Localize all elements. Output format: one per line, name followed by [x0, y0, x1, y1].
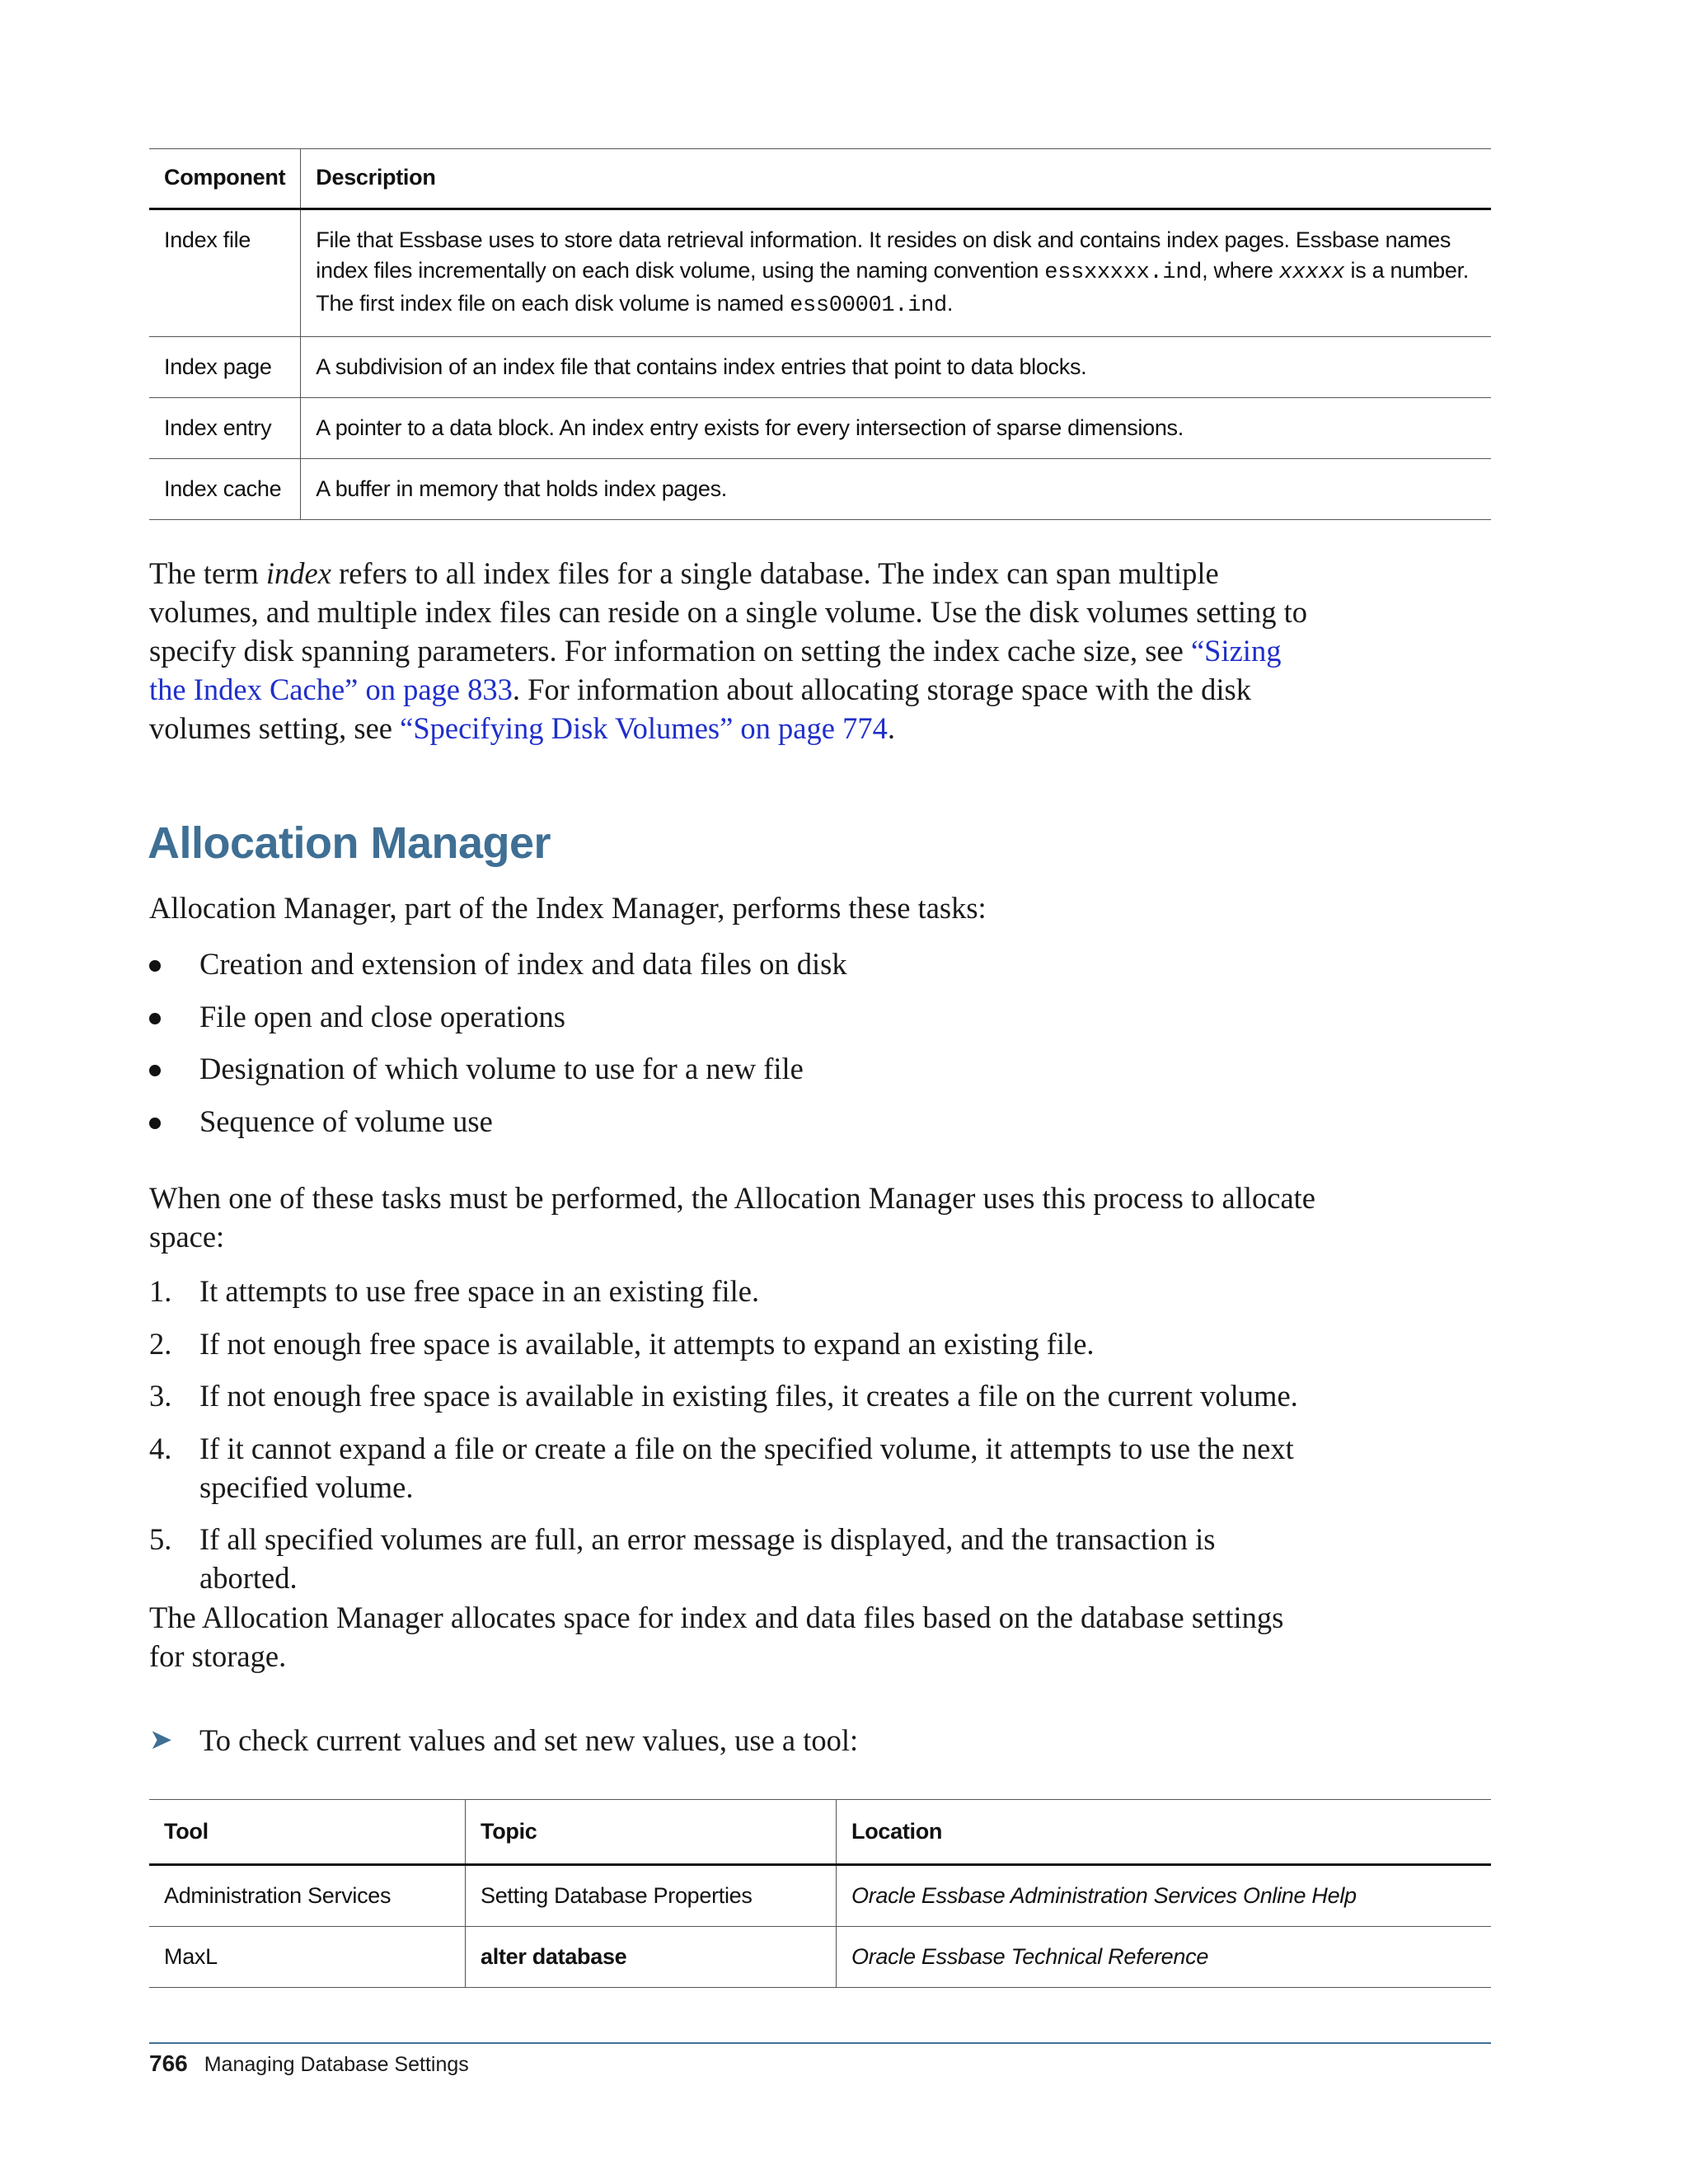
- page-number: 766: [149, 2050, 188, 2076]
- list-item: Designation of which volume to use for a new file: [149, 1049, 1320, 1088]
- tool-cell: Administration Services: [149, 1865, 466, 1927]
- page-footer: [149, 2050, 469, 2077]
- table-row: [149, 1927, 1491, 1988]
- table-row: [149, 337, 1491, 398]
- topic-cell: Setting Database Properties: [466, 1865, 837, 1927]
- location-cell: Oracle Essbase Administration Services Online Help: [851, 1883, 1357, 1908]
- arrow-right-icon: ➤: [149, 1725, 173, 1755]
- list-item: 3. If not enough free space is available in existing files, it creates a file on the current volume.: [149, 1379, 1298, 1413]
- table-row: [149, 1865, 1491, 1927]
- list-item: Sequence of volume use: [149, 1102, 1320, 1141]
- tool-cell: MaxL: [149, 1927, 466, 1988]
- component-name: Index cache: [149, 459, 301, 520]
- intro-paragraph: The term index refers to all index files for a single database. The index can span multiple volumes, and multiple index files can reside on a single volume. Use the disk volumes setting to specify disk spanning parameters. For information on setting the index cache size, see “Sizing the Index Cache” on page 833. For information about allocating storage space with the disk volumes setting, see “Specifying Disk Volumes” on page 774.: [149, 556, 1308, 745]
- component-description: A subdivision of an index file that contains index entries that point to data blocks.: [316, 354, 1087, 379]
- column-header: Topic: [466, 1800, 837, 1865]
- column-header: Description: [316, 165, 436, 190]
- component-description: A buffer in memory that holds index pages.: [316, 476, 727, 501]
- column-header: Tool: [149, 1800, 466, 1865]
- table-header-row: [149, 1800, 1491, 1865]
- list-item: Creation and extension of index and data files on disk: [149, 944, 1320, 983]
- component-name: Index page: [149, 337, 301, 398]
- table-header-row: [149, 149, 1491, 209]
- lead-paragraph: Allocation Manager, part of the Index Manager, performs these tasks:: [149, 891, 987, 925]
- bullet-icon: [149, 1118, 161, 1129]
- component-description: File that Essbase uses to store data retrieval information. It resides on disk and contains index pages. Essbase names index files incrementally on each disk volume, using the naming convention essxxxxx.ind, where xxxxx is a number. The first index file on each disk volume is named ess00001.ind.: [316, 227, 1469, 318]
- footer-rule: [149, 2042, 1491, 2044]
- section-heading: Allocation Manager: [148, 818, 551, 868]
- column-header: Component: [149, 149, 301, 209]
- component-name: Index file: [149, 209, 301, 337]
- component-table: [149, 148, 1491, 520]
- steps-list: [149, 1272, 1320, 1611]
- table-row: [149, 459, 1491, 520]
- list-item: File open and close operations: [149, 997, 1320, 1036]
- specifying-disk-volumes-link[interactable]: “Specifying Disk Volumes” on page 774: [400, 711, 888, 745]
- list-item: 4. If it cannot expand a file or create a file on the specified volume, it attempts to use the next specified volume.: [149, 1431, 1294, 1504]
- task-list: [149, 944, 1320, 1154]
- column-header: Location: [851, 1819, 943, 1844]
- topic-cell: alter database: [466, 1927, 837, 1988]
- tool-table: [149, 1799, 1491, 1988]
- table-row: [149, 398, 1491, 459]
- bullet-icon: [149, 960, 161, 972]
- bullet-icon: [149, 1013, 161, 1024]
- process-paragraph: When one of these tasks must be performed, the Allocation Manager uses this process to allocate space:: [149, 1181, 1315, 1254]
- component-description: A pointer to a data block. An index entry exists for every intersection of sparse dimensions.: [316, 415, 1184, 440]
- table-row: [149, 209, 1491, 337]
- list-item: 1. It attempts to use free space in an existing file.: [149, 1274, 760, 1308]
- list-item: 5. If all specified volumes are full, an error message is displayed, and the transaction is aborted.: [149, 1522, 1216, 1595]
- location-cell: Oracle Essbase Technical Reference: [851, 1944, 1209, 1969]
- storage-paragraph: The Allocation Manager allocates space for index and data files based on the database settings for storage.: [149, 1601, 1284, 1673]
- list-item: 2. If not enough free space is available, it attempts to expand an existing file.: [149, 1326, 1095, 1361]
- component-name: Index entry: [149, 398, 301, 459]
- bullet-icon: [149, 1065, 161, 1076]
- chapter-title: Managing Database Settings: [204, 2053, 469, 2076]
- sizing-index-cache-link[interactable]: “Sizing the Index Cache” on page 833: [149, 634, 1282, 706]
